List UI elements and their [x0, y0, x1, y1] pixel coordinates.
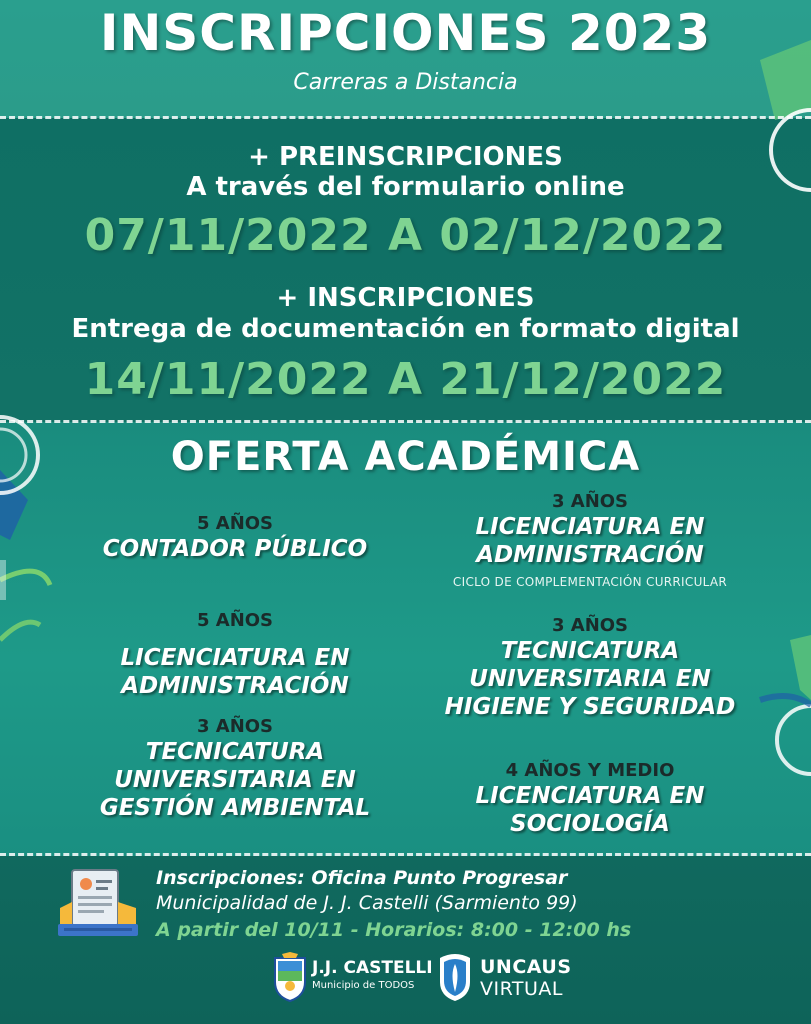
career-name-line1: LICENCIATURA EN: [120, 645, 350, 671]
uncaus-name: UNCAUS: [480, 956, 572, 978]
footer-schedule: A partir del 10/11 - Horarios: 8:00 - 12:00 hs: [156, 919, 632, 941]
career-name-line1: LICENCIATURA EN: [475, 783, 705, 809]
career-name-line2: UNIVERSITARIA EN: [114, 767, 356, 793]
separator-middle: [0, 420, 811, 423]
career-name-line3: GESTIÓN AMBIENTAL: [99, 795, 371, 821]
preinscripciones-detail: A través del formulario online: [186, 172, 625, 202]
career-years: 3 AÑOS: [551, 491, 629, 512]
career-lic-administracion: [50, 610, 420, 700]
career-name-line1: TECNICATURA: [500, 638, 680, 664]
career-years: 4 AÑOS Y MEDIO: [505, 760, 675, 781]
career-years: 3 AÑOS: [196, 716, 274, 737]
career-tec-higiene-seguridad: [410, 615, 770, 721]
career-years: 5 AÑOS: [196, 513, 274, 534]
uncaus-subtitle: VIRTUAL: [480, 978, 564, 1000]
career-contador-publico: [50, 513, 420, 563]
inscripciones-heading: + INSCRIPCIONES: [276, 283, 535, 313]
inscripciones-dates: 14/11/2022 A 21/12/2022: [84, 354, 727, 405]
career-lic-administracion-ciclo: [410, 491, 770, 589]
uncaus-emblem-icon: [436, 952, 474, 1002]
preinscripciones-dates: 07/11/2022 A 02/12/2022: [84, 210, 727, 261]
preinscripciones-heading: + PREINSCRIPCIONES: [248, 142, 563, 172]
career-tec-gestion-ambiental: [50, 716, 420, 822]
oferta-title: OFERTA ACADÉMICA: [170, 434, 641, 480]
jj-castelli-name: J.J. CASTELLI: [312, 958, 433, 978]
career-name-line2: UNIVERSITARIA EN: [469, 666, 711, 692]
career-name-line3: HIGIENE Y SEGURIDAD: [444, 694, 736, 720]
jj-castelli-logo: [272, 952, 433, 1004]
career-years: 5 AÑOS: [196, 610, 274, 631]
jj-castelli-tagline: Municipio de TODOS: [312, 980, 415, 991]
career-name-line2: ADMINISTRACIÓN: [121, 673, 349, 699]
career-name-line2: SOCIOLOGÍA: [510, 811, 670, 837]
career-name-line1: TECNICATURA: [145, 739, 325, 765]
career-note: CICLO DE COMPLEMENTACIÓN CURRICULAR: [452, 575, 728, 589]
footer-address: Municipalidad de J. J. Castelli (Sarmiento 99): [156, 892, 578, 914]
uncaus-logo: [436, 952, 576, 1004]
page-subtitle: Carreras a Distancia: [293, 70, 518, 95]
page-title: INSCRIPCIONES 2023: [99, 4, 712, 62]
career-lic-sociologia: [410, 760, 770, 838]
jj-castelli-shield-icon: [272, 952, 308, 1002]
footer-office: Inscripciones: Oficina Punto Progresar: [156, 867, 568, 889]
career-name-line2: ADMINISTRACIÓN: [476, 542, 704, 568]
separator-bottom: [0, 853, 811, 856]
career-name-line1: LICENCIATURA EN: [475, 514, 705, 540]
career-name: CONTADOR PÚBLICO: [102, 536, 368, 562]
inscripciones-detail: Entrega de documentación en formato digital: [71, 314, 740, 344]
career-years: 3 AÑOS: [551, 615, 629, 636]
separator-top: [0, 116, 811, 119]
